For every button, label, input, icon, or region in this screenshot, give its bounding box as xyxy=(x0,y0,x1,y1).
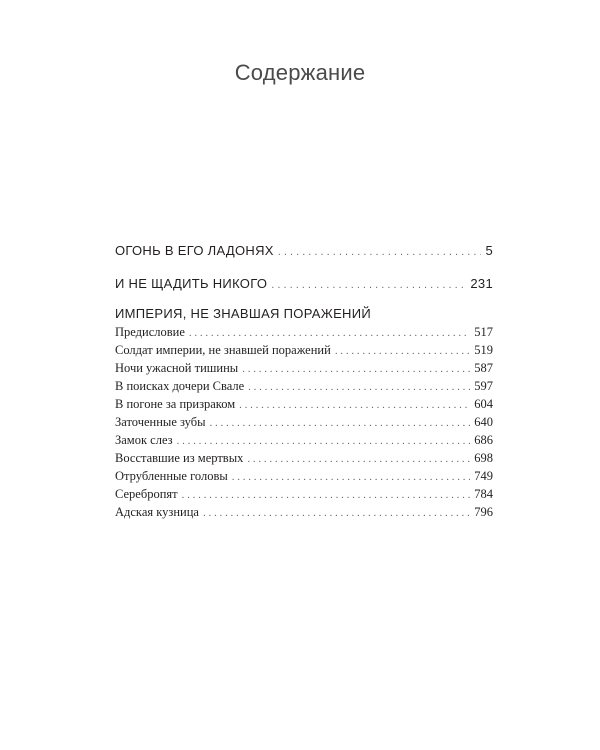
toc-page-number: 517 xyxy=(474,325,493,339)
toc-page-number: 784 xyxy=(474,487,493,501)
dot-leader xyxy=(232,468,470,486)
toc-chapter-title: Отрубленные головы xyxy=(115,469,228,483)
toc-chapter-title: Ночи ужасной тишины xyxy=(115,361,239,375)
toc-chapter-title: В поисках дочери Свале xyxy=(115,379,245,393)
toc-section-heading: ИМПЕРИЯ, НЕ ЗНАВШАЯ ПОРАЖЕНИЙ xyxy=(115,306,372,321)
dot-leader xyxy=(242,360,470,378)
toc-chapter-entry[interactable] xyxy=(115,377,493,395)
dot-leader xyxy=(203,504,470,522)
toc-page-number: 5 xyxy=(485,243,493,258)
table-of-contents xyxy=(115,241,493,521)
toc-chapter-title: Заточенные зубы xyxy=(115,415,206,429)
dot-leader xyxy=(248,378,470,396)
toc-chapter-entry[interactable] xyxy=(115,359,493,377)
toc-chapter-entry[interactable] xyxy=(115,503,493,521)
toc-chapter-entry[interactable] xyxy=(115,485,493,503)
toc-chapter-title: Замок слез xyxy=(115,433,173,447)
toc-page-number: 597 xyxy=(474,379,493,393)
dot-leader xyxy=(210,414,471,432)
page-title: Содержание xyxy=(234,60,366,85)
toc-chapter-title: Серебропят xyxy=(115,487,178,501)
toc-page-number: 686 xyxy=(474,433,493,447)
toc-chapter-entry[interactable] xyxy=(115,449,493,467)
toc-page-number: 749 xyxy=(474,469,493,483)
toc-chapter-title: Адская кузница xyxy=(115,505,199,519)
toc-chapter-title: Солдат империи, не знавшей поражений xyxy=(115,343,331,357)
toc-chapter-entry[interactable] xyxy=(115,431,493,449)
toc-chapter-entry[interactable] xyxy=(115,323,493,341)
dot-leader xyxy=(182,486,471,504)
toc-chapter-title: Восставшие из мертвых xyxy=(115,451,244,465)
dot-leader xyxy=(247,450,470,468)
toc-part-title: И НЕ ЩАДИТЬ НИКОГО xyxy=(115,276,268,291)
dot-leader xyxy=(177,432,471,450)
dot-leader xyxy=(335,342,470,360)
toc-chapter-entry[interactable] xyxy=(115,413,493,431)
toc-part-title: ОГОНЬ В ЕГО ЛАДОНЯХ xyxy=(115,243,274,258)
dot-leader xyxy=(278,242,482,262)
dot-leader xyxy=(189,324,470,342)
toc-page-number: 698 xyxy=(474,451,493,465)
toc-page-number: 519 xyxy=(474,343,493,357)
toc-part-entry[interactable] xyxy=(115,274,493,294)
toc-chapter-title: Предисловие xyxy=(115,325,185,339)
toc-chapter-entry[interactable] xyxy=(115,467,493,485)
toc-chapter-entry[interactable] xyxy=(115,341,493,359)
toc-page-number: 640 xyxy=(474,415,493,429)
dot-leader xyxy=(239,396,470,414)
toc-chapter-title: В погоне за призраком xyxy=(115,397,236,411)
toc-page-number: 604 xyxy=(474,397,493,411)
dot-leader xyxy=(271,275,466,295)
toc-page-number: 796 xyxy=(474,505,493,519)
toc-page-number: 587 xyxy=(474,361,493,375)
toc-page-number: 231 xyxy=(470,276,493,291)
toc-chapter-entry[interactable] xyxy=(115,395,493,413)
toc-part-entry[interactable] xyxy=(115,241,493,261)
